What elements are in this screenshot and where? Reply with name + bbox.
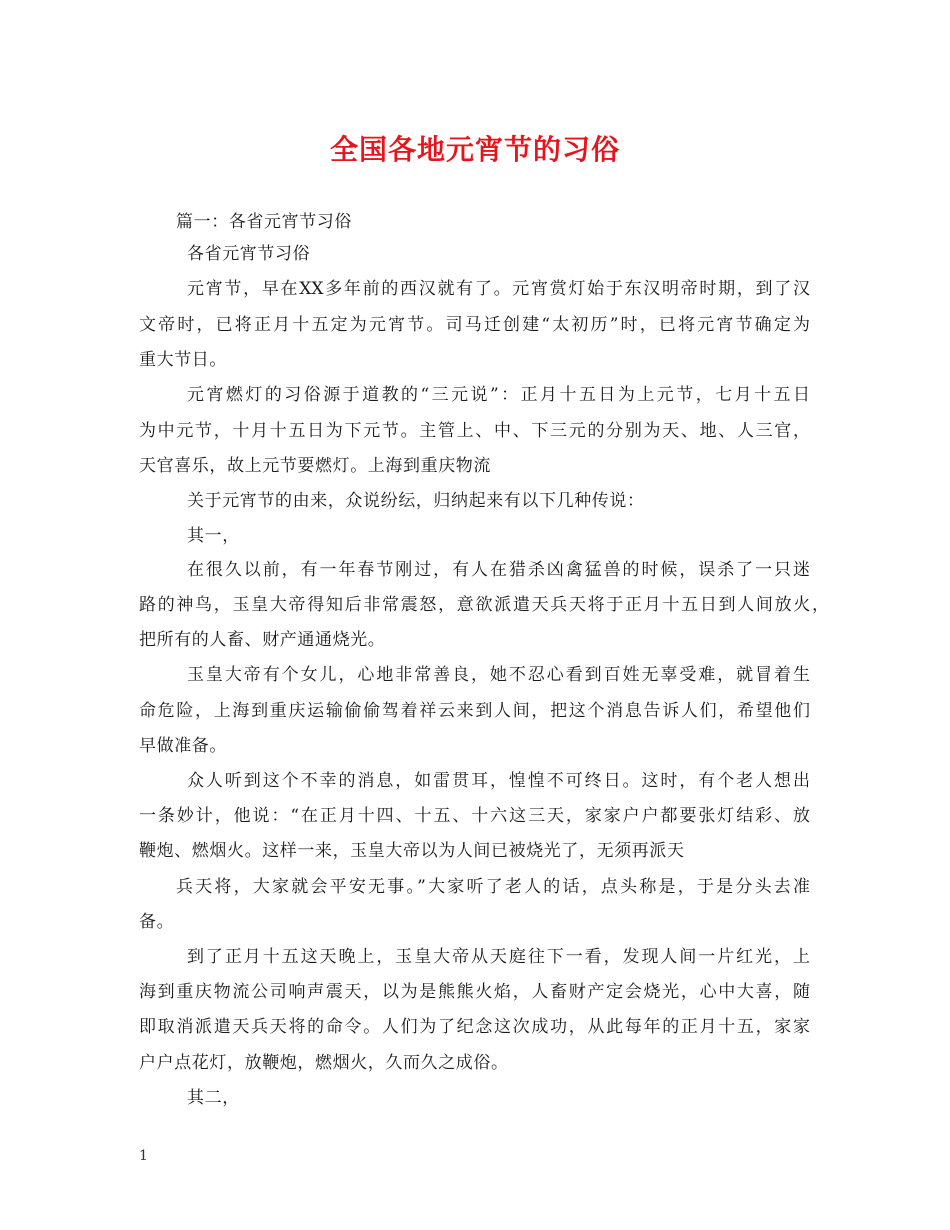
- document-title: 全国各地元宵节的习俗: [329, 133, 620, 166]
- text-line: 众人听到这个不幸的消息，如雷贯耳，惶惶不可终日。这时，有个老人想出: [187, 771, 810, 791]
- text-line: 海到重庆物流公司响声震天，以为是熊熊火焰，人畜财产定会烧光，心中大喜，随: [139, 982, 810, 1002]
- page-number: 1: [139, 1148, 148, 1164]
- text-line: 元宵燃灯的习俗源于道教的“三元说”：正月十五日为上元节，七月十五日: [187, 385, 810, 405]
- text-line: 鞭炮、燃烟火。这样一来，玉皇大帝以为人间已被烧光了，无须再派天: [139, 841, 685, 861]
- text-line: 为中元节，十月十五日为下元节。主管上、中、下三元的分别为天、地、人三官，: [139, 421, 810, 441]
- text-line: 关于元宵节的由来，众说纷纭，归纳起来有以下几种传说：: [187, 491, 645, 511]
- text-line: 备。: [139, 912, 175, 932]
- text-line: 其一，: [187, 526, 240, 546]
- text-line: 天官喜乐，故上元节要燃灯。上海到重庆物流: [139, 456, 491, 476]
- text-line: 早做准备。: [139, 736, 227, 756]
- text-line: 到了正月十五这天晚上，玉皇大帝从天庭往下一看，发现人间一片红光，上: [187, 947, 810, 967]
- text-line: 户户点花灯，放鞭炮，燃烟火，久而久之成俗。: [139, 1053, 509, 1073]
- text-line: 其二，: [187, 1088, 240, 1108]
- text-line: 各省元宵节习俗: [187, 244, 311, 264]
- text-line: 兵天将，大家就会平安无事。”大家听了老人的话，点头称是，于是分头去准: [176, 877, 810, 897]
- text-line: 篇一：各省元宵节习俗: [176, 212, 352, 232]
- text-line: 路的神鸟，玉皇大帝得知后非常震怒，意欲派遣天兵天将于正月十五日到人间放火，: [139, 595, 829, 615]
- text-line: 一条妙计，他说：“在正月十四、十五、十六这三天，家家户户都要张灯结彩、放: [139, 806, 810, 826]
- text-line: 在很久以前，有一年春节刚过，有人在猎杀凶禽猛兽的时候，误杀了一只迷: [187, 560, 810, 580]
- text-line: 玉皇大帝有个女儿，心地非常善良，她不忍心看到百姓无辜受难，就冒着生: [187, 665, 810, 685]
- text-line: 重大节日。: [139, 350, 227, 370]
- text-line: 命危险，上海到重庆运输偷偷驾着祥云来到人间，把这个消息告诉人们，希望他们: [139, 701, 810, 721]
- text-line: 把所有的人畜、财产通通烧光。: [139, 630, 386, 650]
- text-line: 文帝时，已将正月十五定为元宵节。司马迁创建“太初历”时，已将元宵节确定为: [139, 315, 810, 335]
- text-line: 即取消派遣天兵天将的命令。人们为了纪念这次成功，从此每年的正月十五，家家: [139, 1017, 810, 1037]
- text-line: 元宵节，早在XX多年前的西汉就有了。元宵赏灯始于东汉明帝时期，到了汉: [187, 279, 810, 299]
